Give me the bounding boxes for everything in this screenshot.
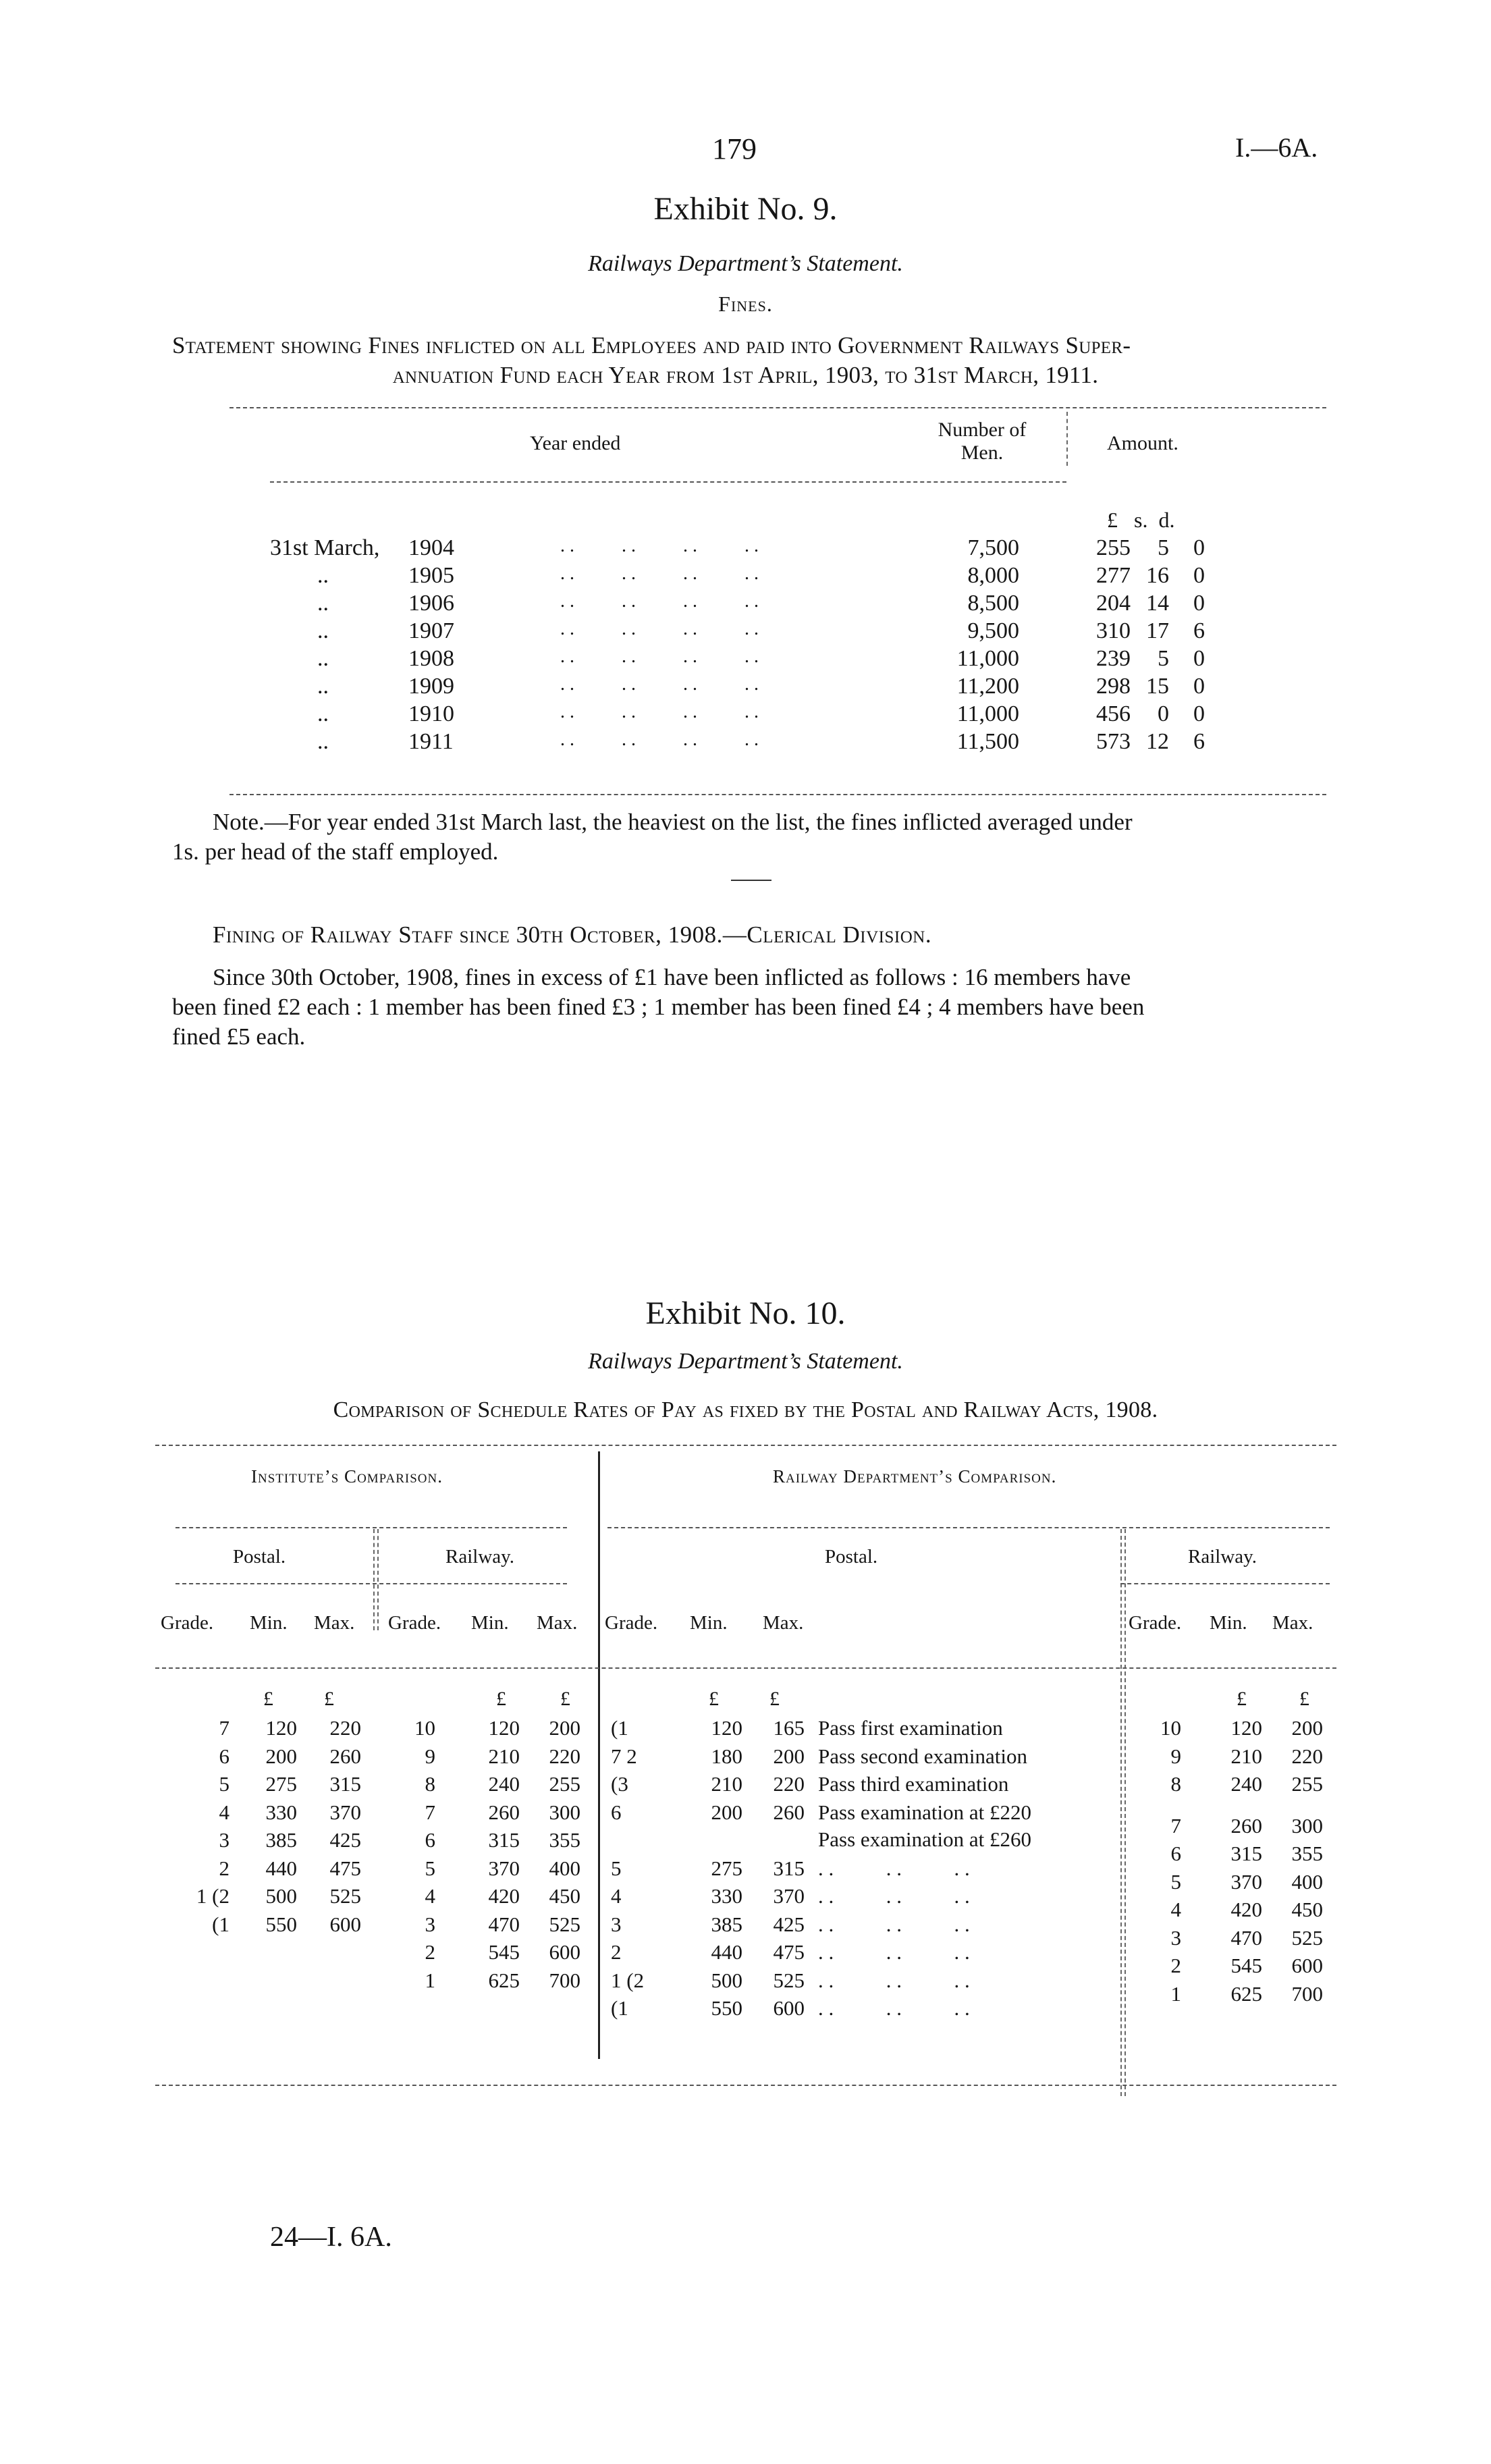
inst-railway-max-header: Max. xyxy=(537,1612,578,1634)
fines-table-bottom-rule xyxy=(229,794,1326,795)
dept-railway-max-header: Max. xyxy=(1272,1612,1313,1634)
dept-postal-grade-header: Grade. xyxy=(605,1612,658,1634)
fines-row-men: 11,200 xyxy=(956,674,1019,699)
inst-railway-max: 600 xyxy=(549,1940,580,1964)
dept-railway-max: 700 xyxy=(1291,1981,1323,2006)
fines-row-pence: 0 xyxy=(1193,563,1205,588)
fines-row-shillings: 16 xyxy=(1146,563,1169,588)
fines-row-dots: . . . . . . . . xyxy=(560,701,759,722)
inst-railway-max: 700 xyxy=(549,1968,580,1992)
fines-row-men: 11,000 xyxy=(956,646,1019,671)
inst-railway-grade: 6 xyxy=(425,1828,435,1852)
inst-railway-min: 120 xyxy=(488,1716,520,1740)
exhibit9-section: Fines. xyxy=(718,292,773,316)
inst-railway-max: 220 xyxy=(549,1744,580,1768)
fines-row-year: 1910 xyxy=(408,701,454,726)
dept-postal-grade: 4 xyxy=(611,1884,622,1908)
exhibit9-statement-line1: Statement showing Fines inflicted on all Employees and paid into Government Railways Super- xyxy=(172,332,1131,358)
dept-postal-label: Postal. xyxy=(825,1546,878,1568)
pound-sign: £ xyxy=(1237,1688,1247,1710)
fines-row-shillings: 17 xyxy=(1146,618,1169,643)
inst-postal-max: 315 xyxy=(329,1772,361,1796)
dept-postal-min: 550 xyxy=(711,1996,742,2020)
inst-railway-min: 625 xyxy=(488,1968,520,1992)
dept-railway-max: 600 xyxy=(1291,1954,1323,1977)
fines-row-pounds: 255 xyxy=(1096,535,1131,560)
inst-railway-min: 210 xyxy=(488,1744,520,1768)
fines-row-dots: . . . . . . . . xyxy=(560,563,759,584)
inst-postal-grade-header: Grade. xyxy=(161,1612,214,1634)
dept-railway-min: 315 xyxy=(1230,1842,1262,1865)
inst-railway-min: 420 xyxy=(488,1884,520,1908)
dept-railway-grade: 7 xyxy=(1170,1813,1181,1838)
exhibit9-statement-line2: annuation Fund each Year from 1st April, 1903, to 31st March, 1911. xyxy=(392,362,1099,388)
pound-sign: £ xyxy=(1299,1688,1309,1710)
inst-railway-max: 450 xyxy=(549,1884,580,1908)
inst-railway-grade: 1 xyxy=(425,1968,435,1992)
dept-postal-max: 260 xyxy=(773,1800,805,1824)
fines-row-prefix: 31st March, xyxy=(270,535,380,560)
dept-railway-min: 470 xyxy=(1230,1925,1262,1950)
dept-railway-max: 355 xyxy=(1291,1842,1323,1865)
pound-sign: £ xyxy=(560,1688,570,1710)
fines-row-pounds: 277 xyxy=(1096,563,1131,588)
dept-postal-grade: 6 xyxy=(611,1800,622,1824)
dept-railway-grade: 3 xyxy=(1170,1925,1181,1950)
page-number: 179 xyxy=(712,132,757,165)
dept-postal-max: 425 xyxy=(773,1912,805,1936)
dept-postal-grade: (1 xyxy=(611,1996,628,2020)
dept-railway-max: 525 xyxy=(1291,1925,1323,1950)
inst-postal-grade: 5 xyxy=(219,1772,229,1796)
fines-table-top-rule xyxy=(229,407,1326,408)
fining-heading: Fining of Railway Staff since 30th October, 1908.—Clerical Division. xyxy=(213,921,932,948)
column-header-rule xyxy=(155,1667,1336,1669)
dept-postal-max: 220 xyxy=(773,1772,805,1796)
dept-postal-max-header: Max. xyxy=(763,1612,804,1634)
fines-row-dots: . . . . . . . . xyxy=(560,618,759,639)
dept-railway-min: 210 xyxy=(1230,1744,1262,1768)
dept-postal-min: 330 xyxy=(711,1884,742,1908)
dept-postal-min: 385 xyxy=(711,1912,742,1936)
dept-postal-note: . . . . . . xyxy=(818,1996,970,2020)
exhibit9-title: Exhibit No. 9. xyxy=(653,191,838,227)
railway-department-comparison-heading: Railway Department’s Comparison. xyxy=(773,1466,1057,1487)
inst-postal-max: 525 xyxy=(329,1884,361,1908)
fining-line1: Since 30th October, 1908, fines in excess of £1 have been inflicted as follows : 16 members have xyxy=(213,964,1131,990)
fines-row-pounds: 239 xyxy=(1096,646,1131,671)
dept-postal-grade: 3 xyxy=(611,1912,622,1936)
dept-postal-note: . . . . . . xyxy=(818,1912,970,1936)
fines-row-pounds: 310 xyxy=(1096,618,1131,643)
fines-row-year: 1908 xyxy=(408,646,454,671)
dept-railway-min-header: Min. xyxy=(1210,1612,1247,1634)
dept-postal-max: 370 xyxy=(773,1884,805,1908)
inst-postal-max-header: Max. xyxy=(314,1612,355,1634)
dept-postal-note: Pass third examination xyxy=(818,1772,1009,1796)
inst-railway-min: 470 xyxy=(488,1912,520,1936)
inst-railway-grade-header: Grade. xyxy=(388,1612,441,1634)
dept-postal-max: 475 xyxy=(773,1940,805,1964)
dept-railway-max: 300 xyxy=(1291,1813,1323,1838)
short-divider xyxy=(731,880,771,881)
dept-postal-min: 120 xyxy=(711,1716,742,1740)
dept-railway-min: 120 xyxy=(1230,1716,1262,1740)
fining-line3: fined £5 each. xyxy=(172,1023,306,1050)
fines-row-pence: 6 xyxy=(1193,729,1205,754)
exhibit10-caption: Comparison of Schedule Rates of Pay as fixed by the Postal and Railway Acts, 1908. xyxy=(333,1397,1158,1422)
fines-row-dots: . . . . . . . . xyxy=(560,674,759,695)
fines-row-year: 1907 xyxy=(408,618,454,643)
fines-row-year: 1906 xyxy=(408,591,454,616)
exhibit10-title: Exhibit No. 10. xyxy=(645,1295,846,1331)
dept-railway-min: 260 xyxy=(1230,1813,1262,1838)
dept-postal-grade: 7 2 xyxy=(611,1744,637,1768)
subgroup-rule-left xyxy=(175,1583,567,1584)
fines-row-year: 1904 xyxy=(408,535,454,560)
inst-postal-min: 550 xyxy=(265,1912,297,1936)
exhibit9-subtitle: Railways Department’s Statement. xyxy=(588,251,903,276)
currency-header: £ s. d. xyxy=(1107,508,1175,532)
fines-row-pence: 0 xyxy=(1193,535,1205,560)
fines-row-men: 8,000 xyxy=(967,563,1019,588)
dept-postal-grade: 5 xyxy=(611,1856,622,1880)
dept-postal-max: 165 xyxy=(773,1716,805,1740)
dept-postal-note: Pass examination at £220 xyxy=(818,1800,1031,1824)
pound-sign: £ xyxy=(769,1688,780,1710)
inst-railway-max: 300 xyxy=(549,1800,580,1824)
inst-postal-grade: 6 xyxy=(219,1744,229,1768)
dept-postal-grade: 2 xyxy=(611,1940,622,1964)
fines-row-prefix: .. xyxy=(317,618,329,643)
inst-postal-railway-divider xyxy=(373,1529,375,1630)
inst-postal-label: Postal. xyxy=(233,1546,286,1568)
subgroup-rule-right xyxy=(1120,1583,1330,1584)
footer-signature: 24—I. 6A. xyxy=(270,2222,392,2253)
inst-railway-grade: 2 xyxy=(425,1940,435,1964)
pound-sign: £ xyxy=(263,1688,273,1710)
inst-railway-min: 260 xyxy=(488,1800,520,1824)
fines-row-pounds: 204 xyxy=(1096,591,1131,616)
inst-postal-min: 275 xyxy=(265,1772,297,1796)
fines-row-pounds: 298 xyxy=(1096,674,1131,699)
inst-postal-min: 330 xyxy=(265,1800,297,1824)
dept-railway-min: 625 xyxy=(1230,1981,1262,2006)
inst-postal-min: 440 xyxy=(265,1856,297,1880)
fines-row-pence: 0 xyxy=(1193,701,1205,726)
inst-postal-max: 425 xyxy=(329,1828,361,1852)
fines-row-shillings: 14 xyxy=(1146,591,1169,616)
dept-postal-railway-divider xyxy=(1120,1529,1122,2096)
dept-railway-max: 255 xyxy=(1291,1772,1323,1796)
inst-railway-grade: 3 xyxy=(425,1912,435,1936)
dept-railway-grade: 8 xyxy=(1170,1772,1181,1796)
fines-row-prefix: .. xyxy=(317,674,329,699)
dept-railway-grade: 9 xyxy=(1170,1744,1181,1768)
col-header-amount: Amount. xyxy=(1107,432,1178,454)
dept-postal-min: 500 xyxy=(711,1968,742,1992)
inst-postal-max: 370 xyxy=(329,1800,361,1824)
dept-railway-max: 220 xyxy=(1291,1744,1323,1768)
fining-line2: been fined £2 each : 1 member has been fined £3 ; 1 member has been fined £4 ; 4 members have been xyxy=(172,994,1145,1020)
inst-railway-min: 545 xyxy=(488,1940,520,1964)
dept-postal-min: 275 xyxy=(711,1856,742,1880)
fines-row-dots: . . . . . . . . xyxy=(560,729,759,750)
dept-postal-note: . . . . . . xyxy=(818,1968,970,1992)
dept-railway-min: 370 xyxy=(1230,1869,1262,1894)
inst-postal-grade: (1 xyxy=(212,1912,229,1936)
fines-row-pence: 0 xyxy=(1193,591,1205,616)
inst-postal-min-header: Min. xyxy=(250,1612,288,1634)
dept-postal-note: Pass first examination xyxy=(818,1716,1003,1740)
pound-sign: £ xyxy=(709,1688,719,1710)
inst-postal-grade: 1 (2 xyxy=(196,1884,229,1908)
dept-postal-min: 210 xyxy=(711,1772,742,1796)
dept-railway-min: 420 xyxy=(1230,1898,1262,1921)
fines-row-year: 1905 xyxy=(408,563,454,588)
inst-postal-min: 120 xyxy=(265,1716,297,1740)
dept-postal-grade: 1 (2 xyxy=(611,1968,645,1992)
inst-railway-label: Railway. xyxy=(445,1546,515,1568)
inst-postal-grade: 3 xyxy=(219,1828,229,1852)
fines-row-pence: 0 xyxy=(1193,646,1205,671)
fines-row-men: 11,500 xyxy=(956,729,1019,754)
fines-row-year: 1911 xyxy=(408,729,454,754)
inst-railway-min: 370 xyxy=(488,1856,520,1880)
dept-postal-grade: (3 xyxy=(611,1772,628,1796)
document-reference: I.—6A. xyxy=(1235,132,1318,163)
dept-railway-grade: 6 xyxy=(1170,1842,1181,1865)
fines-row-prefix: .. xyxy=(317,646,329,671)
inst-postal-railway-divider-2 xyxy=(377,1529,379,1630)
fines-row-year: 1909 xyxy=(408,674,454,699)
fines-row-shillings: 12 xyxy=(1146,729,1169,754)
dept-railway-grade: 2 xyxy=(1170,1954,1181,1977)
fines-row-shillings: 5 xyxy=(1158,535,1169,560)
inst-railway-max: 355 xyxy=(549,1828,580,1852)
dept-railway-max: 450 xyxy=(1291,1898,1323,1921)
inst-postal-min: 500 xyxy=(265,1884,297,1908)
inst-railway-max: 525 xyxy=(549,1912,580,1936)
fines-row-men: 7,500 xyxy=(967,535,1019,560)
inst-postal-grade: 4 xyxy=(219,1800,229,1824)
dept-railway-label: Railway. xyxy=(1188,1546,1257,1568)
inst-railway-grade: 9 xyxy=(425,1744,435,1768)
pay-table-bottom-rule xyxy=(155,2085,1336,2086)
fines-row-pence: 0 xyxy=(1193,674,1205,699)
pound-sign: £ xyxy=(496,1688,506,1710)
dept-postal-min-header: Min. xyxy=(690,1612,728,1634)
dept-postal-railway-divider-2 xyxy=(1124,1529,1126,2096)
inst-railway-grade: 10 xyxy=(414,1716,435,1740)
dept-postal-max: 600 xyxy=(773,1996,805,2020)
fines-row-pounds: 456 xyxy=(1096,701,1131,726)
inst-railway-min: 240 xyxy=(488,1772,520,1796)
inst-railway-min-header: Min. xyxy=(471,1612,509,1634)
inst-postal-grade: 7 xyxy=(219,1716,229,1740)
fines-row-pence: 6 xyxy=(1193,618,1205,643)
fines-row-dots: . . . . . . . . xyxy=(560,535,759,556)
dept-postal-max: 200 xyxy=(773,1744,805,1768)
fines-row-dots: . . . . . . . . xyxy=(560,591,759,612)
inst-railway-grade: 5 xyxy=(425,1856,435,1880)
dept-railway-grade: 1 xyxy=(1170,1981,1181,2006)
dept-postal-min: 440 xyxy=(711,1940,742,1964)
dept-railway-grade: 5 xyxy=(1170,1869,1181,1894)
inst-postal-max: 600 xyxy=(329,1912,361,1936)
inst-postal-max: 260 xyxy=(329,1744,361,1768)
fines-row-prefix: .. xyxy=(317,563,329,588)
fines-row-men: 8,500 xyxy=(967,591,1019,616)
dept-postal-min: 200 xyxy=(711,1800,742,1824)
dept-postal-note: Pass examination at £260 xyxy=(818,1827,1031,1852)
inst-postal-max: 220 xyxy=(329,1716,361,1740)
fines-row-prefix: .. xyxy=(317,701,329,726)
exhibit10-subtitle: Railways Department’s Statement. xyxy=(588,1349,903,1374)
fines-row-prefix: .. xyxy=(317,591,329,616)
dept-railway-grade: 4 xyxy=(1170,1898,1181,1921)
fines-row-shillings: 0 xyxy=(1158,701,1169,726)
dept-postal-note: Pass second examination xyxy=(818,1744,1027,1768)
inst-postal-min: 200 xyxy=(265,1744,297,1768)
dept-railway-min: 240 xyxy=(1230,1772,1262,1796)
inst-railway-grade: 7 xyxy=(425,1800,435,1824)
fines-row-shillings: 5 xyxy=(1158,646,1169,671)
dept-postal-note: . . . . . . xyxy=(818,1856,970,1880)
comparison-divider xyxy=(598,1451,600,2059)
fines-row-shillings: 15 xyxy=(1146,674,1169,699)
dept-postal-grade: (1 xyxy=(611,1716,628,1740)
note-line2: 1s. per head of the staff employed. xyxy=(172,838,499,865)
note-line1: Note.—For year ended 31st March last, the heaviest on the list, the fines inflicted averaged under xyxy=(213,809,1133,835)
fines-row-men: 9,500 xyxy=(967,618,1019,643)
col-header-number-of-men: Number of Men. xyxy=(938,419,1027,464)
inst-railway-max: 400 xyxy=(549,1856,580,1880)
inst-postal-max: 475 xyxy=(329,1856,361,1880)
col-header-year-ended: Year ended xyxy=(530,432,621,454)
inst-railway-max: 200 xyxy=(549,1716,580,1740)
dept-railway-max: 200 xyxy=(1291,1716,1323,1740)
fines-row-pounds: 573 xyxy=(1096,729,1131,754)
dept-postal-max: 315 xyxy=(773,1856,805,1880)
dept-railway-min: 545 xyxy=(1230,1954,1262,1977)
pound-sign: £ xyxy=(324,1688,334,1710)
institute-comparison-heading: Institute’s Comparison. xyxy=(251,1466,443,1487)
dept-railway-grade: 10 xyxy=(1160,1716,1181,1740)
fines-row-prefix: .. xyxy=(317,729,329,754)
dept-postal-note: . . . . . . xyxy=(818,1884,970,1908)
dept-postal-note: . . . . . . xyxy=(818,1940,970,1964)
fines-row-dots: . . . . . . . . xyxy=(560,646,759,667)
inst-railway-max: 255 xyxy=(549,1772,580,1796)
dept-railway-max: 400 xyxy=(1291,1869,1323,1894)
inst-postal-min: 385 xyxy=(265,1828,297,1852)
dept-railway-grade-header: Grade. xyxy=(1129,1612,1182,1634)
inst-railway-min: 315 xyxy=(488,1828,520,1852)
dept-postal-min: 180 xyxy=(711,1744,742,1768)
fines-header-rule xyxy=(270,481,1066,483)
inst-railway-grade: 8 xyxy=(425,1772,435,1796)
fines-header-divider xyxy=(1066,412,1068,466)
inst-group-rule xyxy=(175,1527,567,1528)
dept-postal-max: 525 xyxy=(773,1968,805,1992)
inst-railway-grade: 4 xyxy=(425,1884,435,1908)
dept-group-rule xyxy=(607,1527,1330,1528)
fines-row-men: 11,000 xyxy=(956,701,1019,726)
pay-table-top-rule xyxy=(155,1445,1336,1446)
inst-postal-grade: 2 xyxy=(219,1856,229,1880)
